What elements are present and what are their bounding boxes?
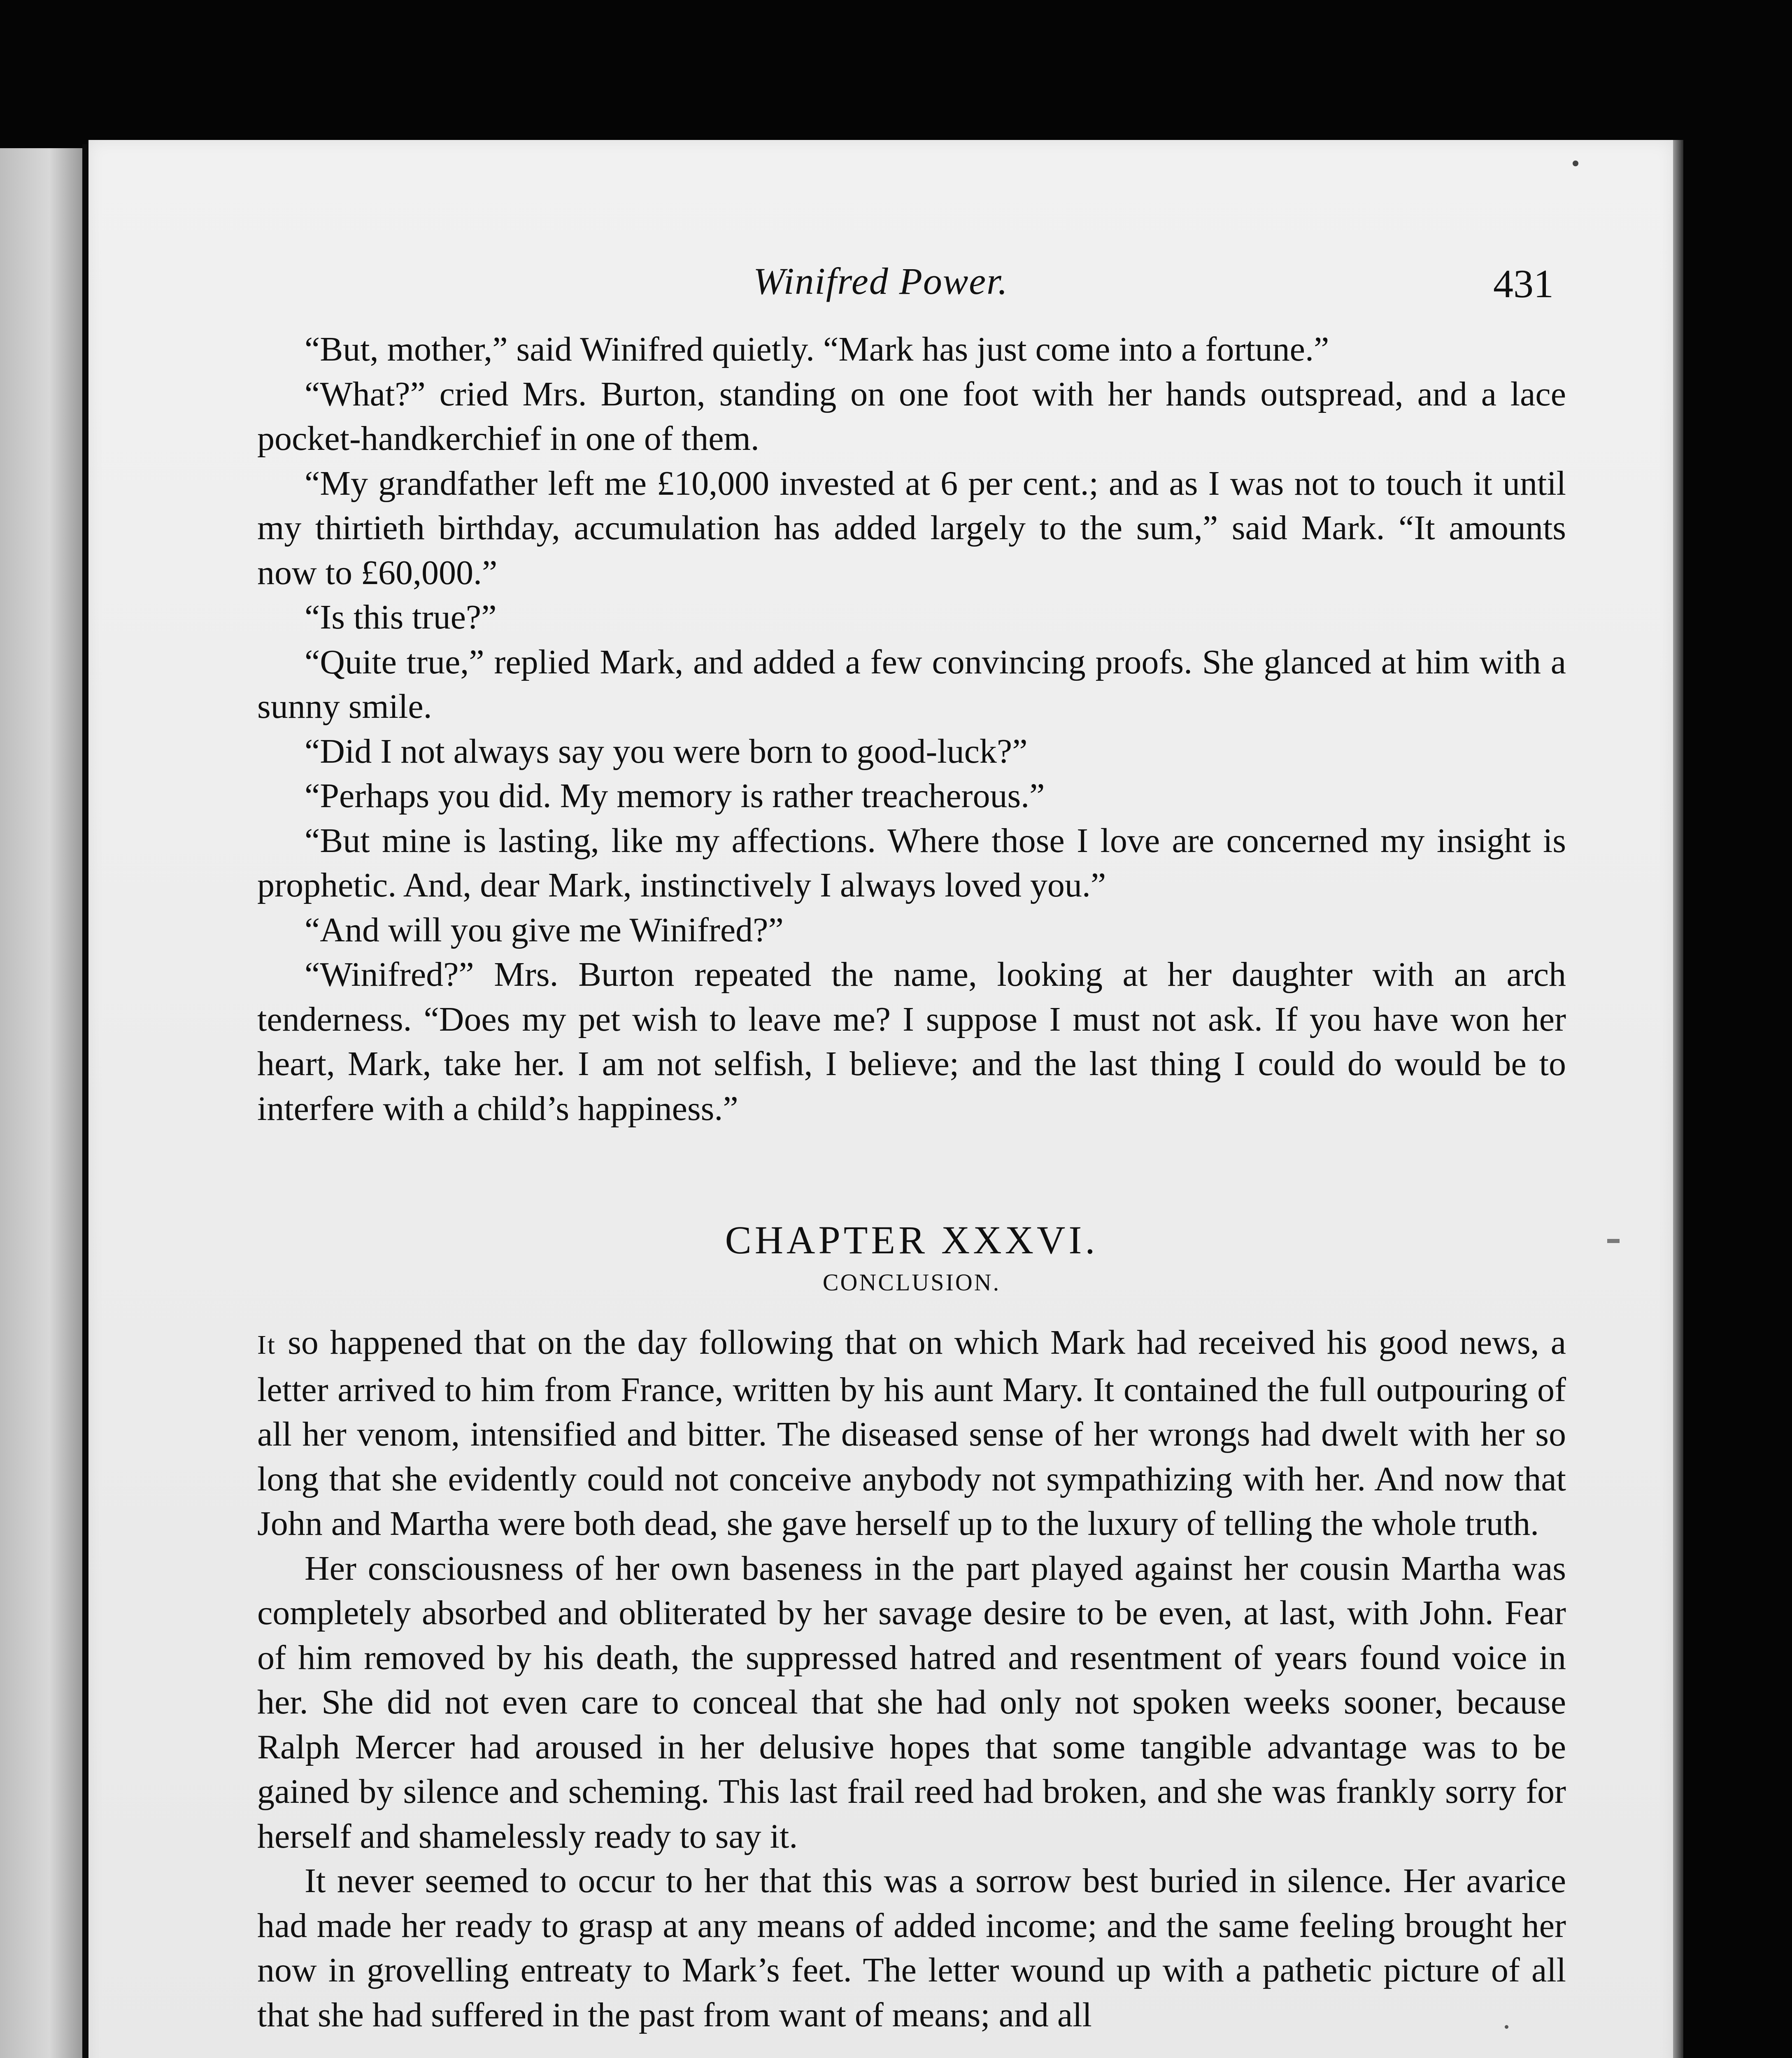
paragraph: It never seemed to occur to her that this was a sorrow best buried in silence. Her avarice had made her ready to grasp at any means of added income; and the same feeling brought her now in grovelling entreaty to Mark’s feet. The letter wound up with a pathetic picture of all that she had suffered in the past from want of means; and all [257, 1862, 1566, 2034]
paragraph: “Winifred?” Mrs. Burton repeated the name, looking at her daughter with an arch tenderness. “Does my pet wish to leave me? I suppose I must not ask. If you have won her heart, Mark, take her. I am not selfish, I believe; and the last thing I could do would be to interfere with a child’s happiness.” [257, 955, 1566, 1128]
page-number: 431 [1493, 262, 1554, 306]
paragraph: “Is this true?” [305, 598, 497, 636]
running-head: Winifred Power. [753, 260, 1008, 302]
opening-paragraph-text: so happened that on the day following that on which Mark had received his good news, a letter arrived to him from France, written by his aunt Mary. It contained the full outpouring of all her venom, intensified and bitter. The diseased sense of her wrongs had dwelt with her so long that she evidently could not conceive anybody not sympathizing with her. And now that John and Martha were both dead, she gave herself up to the luxury of telling the whole truth. [257, 1323, 1566, 1543]
paragraph: Her consciousness of her own baseness in the part played against her cousin Martha was completely absorbed and obliterated by her savage desire to be even, at last, with John. Fear of him removed by his death, the suppressed hatred and resentment of years found voice in her. She did not even care to conceal that she had only not spoken weeks sooner, because Ralph Mercer had aroused in her delusive hopes that some tangible advantage was to be gained by silence and scheming. This last frail reed had broken, and she was frankly sorry for herself and shamelessly ready to say it. [257, 1549, 1566, 1855]
paragraph: “Quite true,” replied Mark, and added a few convincing proofs. She glanced at him with a sunny smile. [257, 643, 1566, 726]
paragraph: “Perhaps you did. My memory is rather treacherous.” [305, 777, 1045, 815]
book-page [88, 140, 1673, 2058]
paragraph: “But, mother,” said Winifred quietly. “Mark has just come into a fortune.” [305, 330, 1329, 368]
paragraph: “And will you give me Winifred?” [305, 910, 784, 949]
paragraph: “Did I not always say you were born to good-luck?” [305, 732, 1028, 771]
paragraph: “What?” cried Mrs. Burton, standing on one foot with her hands outspread, and a lace pocket-handkerchief in one of them. [257, 375, 1566, 458]
body-text [257, 327, 1566, 2037]
paper-mark [1607, 1239, 1620, 1243]
opening-paragraph [257, 1320, 1566, 1546]
paper-speck [1573, 161, 1578, 166]
opening-word: It [257, 1330, 277, 1360]
chapter-subtitle: CONCLUSION. [822, 1269, 1001, 1296]
facing-page-edge [0, 148, 82, 2058]
chapter-title: CHAPTER XXXVI. [725, 1218, 1098, 1262]
page-header [88, 259, 1673, 313]
paragraph: “But mine is lasting, like my affections. Where those I love are concerned my insight is prophetic. And, dear Mark, instinctively I always loved you.” [257, 821, 1566, 904]
paragraph: “My grandfather left me £10,000 invested at 6 per cent.; and as I was not to touch it until my thirtieth birthday, accumulation has added largely to the sum,” said Mark. “It amounts now to £60,000.” [257, 464, 1566, 592]
